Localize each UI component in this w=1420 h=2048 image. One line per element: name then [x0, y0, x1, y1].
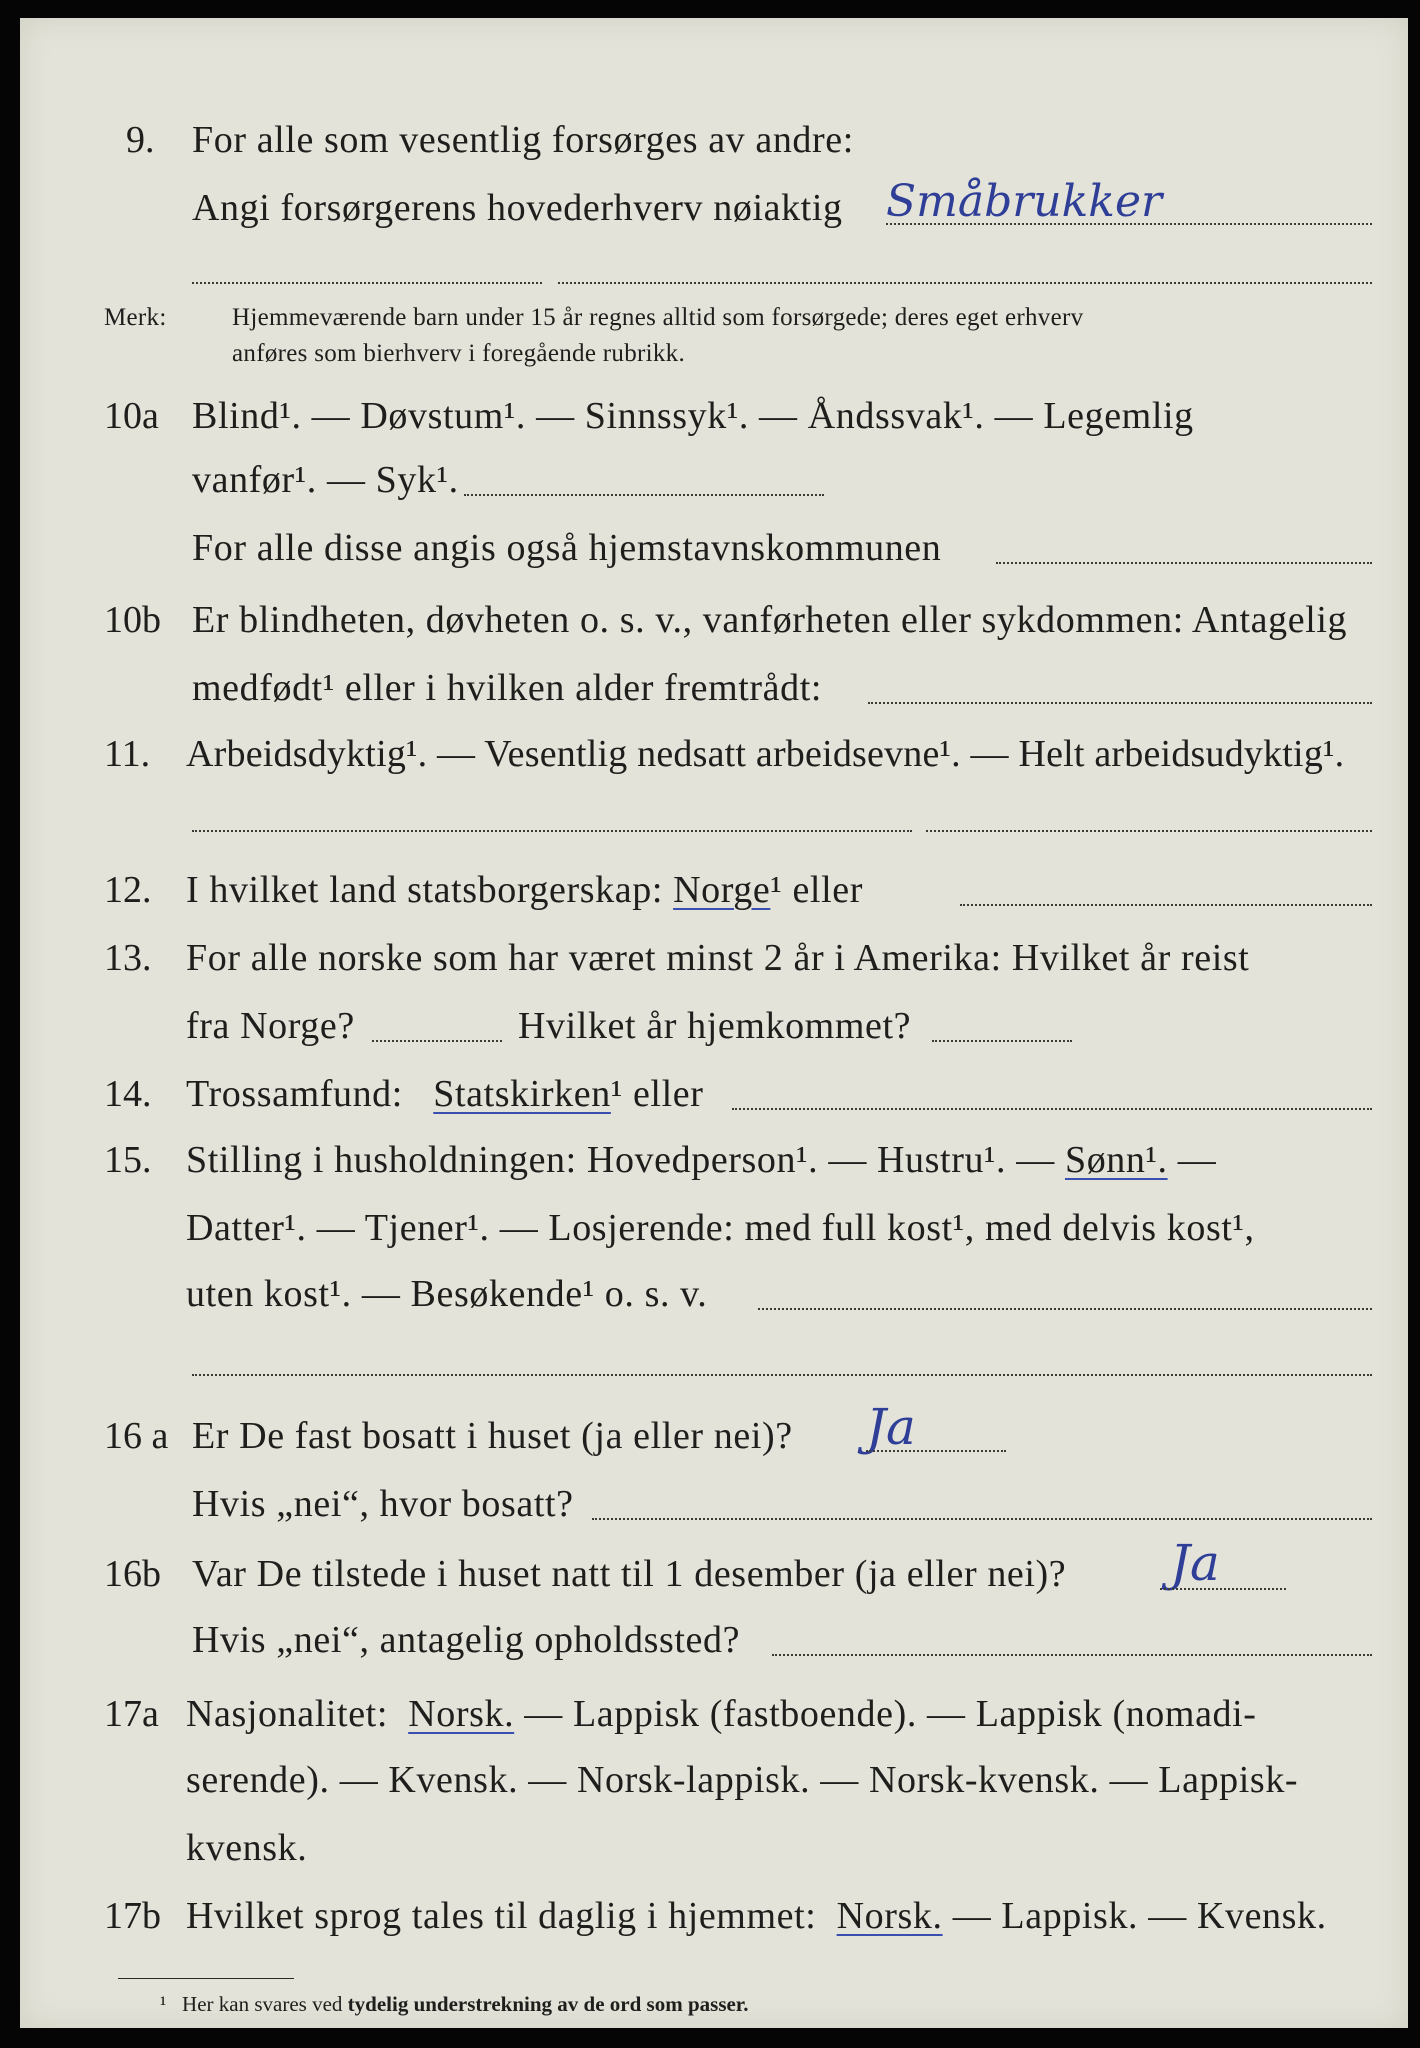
q13-line2a: fra Norge?	[186, 1005, 355, 1047]
q17b-line	[186, 1894, 1327, 1938]
q17a-line1-pre: Nasjonalitet:	[186, 1693, 388, 1735]
q12-answer-norge: Norge	[673, 869, 771, 911]
q14-pre: Trossamfund:	[186, 1073, 403, 1115]
q16a-answer-line	[866, 1450, 1006, 1452]
merk-line2: anføres som bierhverv i foregående rubrikk.	[232, 340, 686, 367]
q9-extra-line-right	[558, 282, 1372, 284]
q12-answer-line	[960, 904, 1372, 906]
q9-answer-line	[886, 223, 1372, 225]
q17a-line3: kvensk.	[186, 1827, 308, 1869]
footnote-mark: ¹	[160, 1992, 167, 2016]
q10b-line2: medfødt¹ eller i hvilken alder fremtrådt:	[192, 667, 823, 709]
q11-number: 11.	[104, 733, 151, 775]
q13-year-left-line	[372, 1040, 502, 1042]
q9-line2: Angi forsørgerens hovederhverv nøiaktig	[192, 187, 843, 229]
footnote-bold: tydelig understrekning av de ord som passer.	[347, 1992, 749, 2016]
q9-number: 9.	[126, 119, 155, 161]
q11-extra-line-left	[192, 830, 912, 832]
q14-answer-line	[732, 1108, 1372, 1110]
q17b-answer-norsk: Norsk.	[836, 1895, 943, 1937]
q15-extra-line	[192, 1374, 1372, 1376]
q16b-line2: Hvis „nei“, antagelig opholdssted?	[192, 1619, 741, 1661]
merk-label: Merk:	[104, 304, 167, 331]
q15-line1-post: —	[1177, 1139, 1217, 1181]
q14-line	[186, 1072, 703, 1116]
footnote-rule	[118, 1978, 294, 1979]
footnote-pre: Her kan svares ved	[182, 1992, 343, 2016]
q15-number: 15.	[104, 1139, 152, 1181]
q11-extra-line-right	[926, 830, 1372, 832]
q16b-answer-line	[1160, 1588, 1286, 1590]
q17b-pre: Hvilket sprog tales til daglig i hjemmet:	[186, 1895, 817, 1937]
q11-line1: Arbeidsdyktig¹. — Vesentlig nedsatt arbeidsevne¹. — Helt arbeidsudyktig¹.	[186, 733, 1345, 775]
q16b-whereabouts-line	[772, 1654, 1372, 1656]
q14-answer-statskirken: Statskirken	[433, 1073, 611, 1115]
q14-post: ¹ eller	[610, 1073, 704, 1115]
q12-line	[186, 868, 863, 912]
footnote	[160, 1990, 748, 2018]
q17a-line1-post: — Lappisk (fastboende). — Lappisk (nomadi-	[524, 1693, 1257, 1735]
q9-extra-line-left	[192, 282, 542, 284]
q17b-post: — Lappisk. — Kvensk.	[952, 1895, 1327, 1937]
q15-line2: Datter¹. — Tjener¹. — Losjerende: med full kost¹, med delvis kost¹,	[186, 1207, 1255, 1249]
q16b-line1: Var De tilstede i huset natt til 1 desember (ja eller nei)?	[192, 1553, 1067, 1595]
q10a-answer-line	[464, 494, 824, 496]
q10b-line1: Er blindheten, døvheten o. s. v., vanførheten eller sykdommen: Antagelig	[192, 599, 1348, 641]
q15-answer-sonn: Sønn¹.	[1064, 1139, 1168, 1181]
census-form-page	[20, 18, 1408, 2028]
q14-number: 14.	[104, 1073, 152, 1115]
q15-answer-line	[758, 1308, 1372, 1310]
q17a-line1	[186, 1692, 1257, 1736]
q13-line2b: Hvilket år hjemkommet?	[518, 1005, 912, 1047]
q9-handwritten-answer: Småbrukker	[886, 176, 1163, 227]
q12-number: 12.	[104, 869, 152, 911]
q9-line1: For alle som vesentlig forsørges av andre:	[192, 119, 854, 161]
q10a-municipality-line	[996, 562, 1372, 564]
q13-line1: For alle norske som har været minst 2 år i Amerika: Hvilket år reist	[186, 937, 1250, 979]
q12-pre: I hvilket land statsborgerskap:	[186, 869, 663, 911]
q13-number: 13.	[104, 937, 152, 979]
q16a-number: 16 a	[104, 1415, 169, 1457]
q13-year-returned-line	[932, 1040, 1072, 1042]
q15-line1-pre: Stilling i husholdningen: Hovedperson¹. — Hustru¹. —	[186, 1139, 1055, 1181]
q16a-line1: Er De fast bosatt i huset (ja eller nei)?	[192, 1415, 793, 1457]
q12-post: ¹ eller	[770, 869, 863, 911]
q17a-line2: serende). — Kvensk. — Norsk-lappisk. — Norsk-kvensk. — Lappisk-	[186, 1759, 1299, 1801]
q16b-handwritten-answer: Ja	[1170, 1534, 1220, 1592]
q16a-line2: Hvis „nei“, hvor bosatt?	[192, 1483, 574, 1525]
q10b-number: 10b	[104, 599, 161, 641]
q10a-line1: Blind¹. — Døvstum¹. — Sinnssyk¹. — Åndssvak¹. — Legemlig	[192, 395, 1194, 437]
q17a-answer-norsk: Norsk.	[408, 1693, 515, 1735]
q16a-handwritten-answer: Ja	[866, 1398, 916, 1456]
q17a-number: 17a	[104, 1693, 159, 1735]
q10b-answer-line	[868, 702, 1372, 704]
q16b-number: 16b	[104, 1553, 161, 1595]
q16a-residence-line	[592, 1518, 1372, 1520]
q10a-line2: vanfør¹. — Syk¹.	[192, 459, 459, 501]
q10a-number: 10a	[104, 395, 159, 437]
merk-line1: Hjemmeværende barn under 15 år regnes alltid som forsørgede; deres eget erhverv	[232, 304, 1084, 331]
q10a-line3: For alle disse angis også hjemstavnskommunen	[192, 527, 942, 569]
q17b-number: 17b	[104, 1895, 161, 1937]
q15-line1	[186, 1138, 1216, 1182]
q15-line3: uten kost¹. — Besøkende¹ o. s. v.	[186, 1273, 708, 1315]
